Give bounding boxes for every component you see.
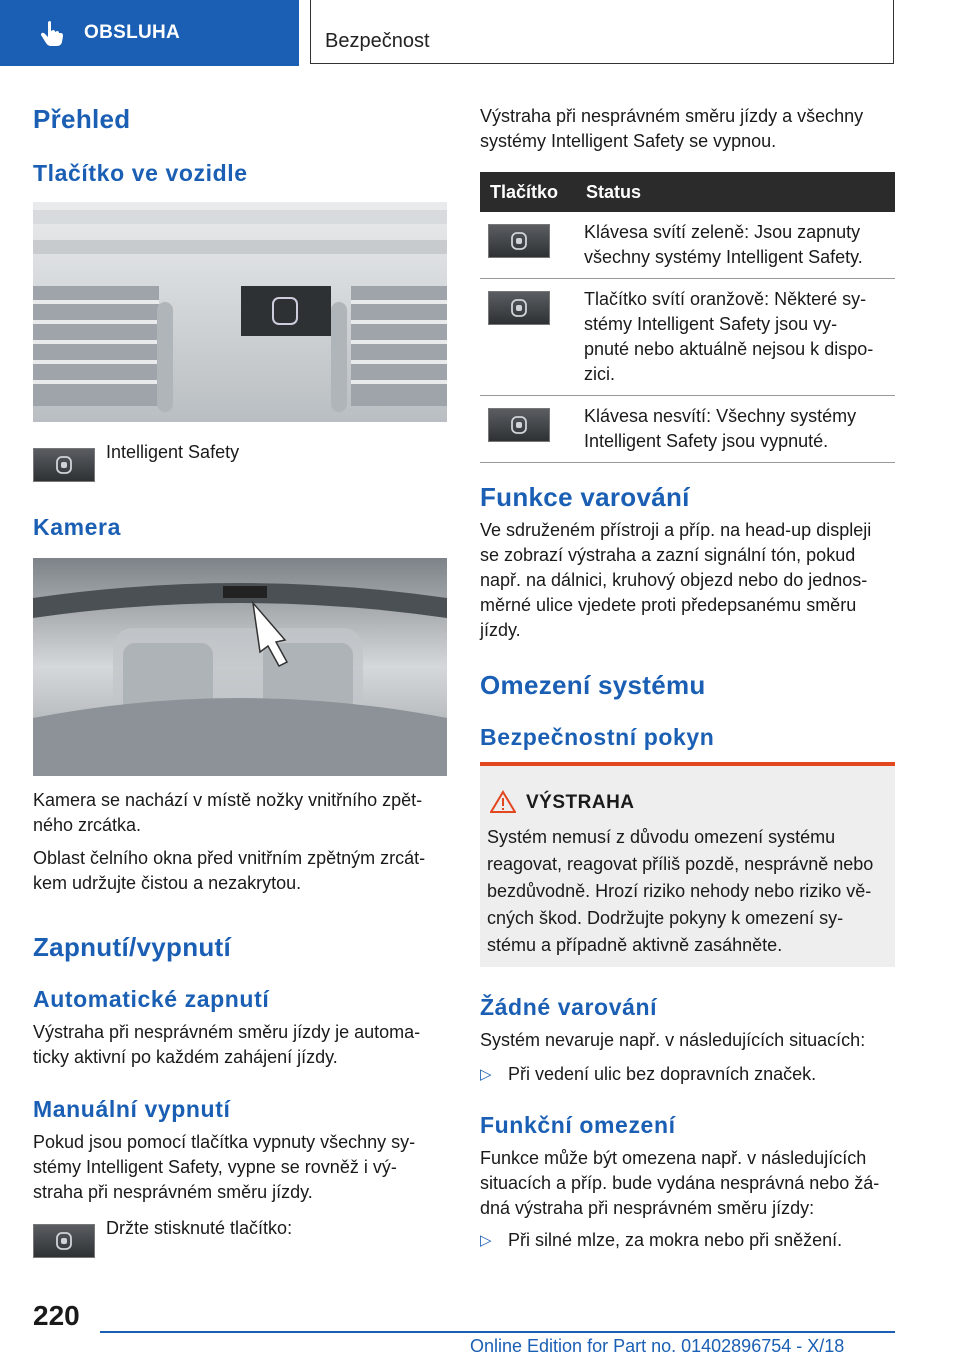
car-shield-icon <box>54 1231 74 1251</box>
manual-paragraph: Pokud jsou pomocí tlačítka vypnuty všechny sy- stémy Intelligent Safety, vypne se rovněž i vý- straha při nesprávném směru jízdy. <box>33 1132 416 1202</box>
heading-prehled: Přehled <box>33 104 131 134</box>
button-off-image <box>488 408 550 442</box>
warning-triangle-icon <box>490 790 516 814</box>
funkce-paragraph: Ve sdruženém přístroji a příp. na head-up displeji se zobrazí výstraha a zazní signální tón, pokud např. na dálnici, kruhový objezd nebo do jednos- měrné ulice vjedete proti předepsanému směru jízdy. <box>480 520 872 640</box>
heading-omezeni: Omezení systému <box>480 670 706 700</box>
section-tab[interactable] <box>0 0 299 66</box>
button-green-image <box>488 224 550 258</box>
auto-paragraph: Výstraha při nesprávném směru jízdy je automa- ticky aktivní po každém zahájení jízdy. <box>33 1022 421 1067</box>
heading-zadne: Žádné varování <box>480 994 658 1020</box>
footer-divider <box>100 1331 895 1333</box>
bullet-marker-icon: ▷ <box>480 1232 492 1249</box>
kamera-paragraph-2: Oblast čelního okna před vnitřním zpětným zrcát- kem udržujte čistou a nezakrytou. <box>33 848 426 893</box>
table-row <box>480 212 895 279</box>
page-number: 220 <box>33 1300 80 1331</box>
status-cell: Tlačítko svítí oranžově: Některé sy- stémy Intelligent Safety jsou vy- pnuté nebo aktuálně nejsou k dispo- zici. <box>576 279 895 396</box>
car-shield-icon <box>54 455 74 475</box>
kamera-paragraph-1: Kamera se nachází v místě nožky vnitřního zpět- ného zrcátka. <box>33 790 423 835</box>
warning-box <box>480 762 895 967</box>
warning-text: Systém nemusí z důvodu omezení systému reagovat, reagovat příliš pozdě, nesprávně nebo bezdůvodně. Hrozí riziko nehody nebo riziko vě- cných škod. Dodržujte pokyny k omezení sy- stému a případně aktivně zasáhněte. <box>487 827 874 955</box>
list-item-text: Při silné mlze, za mokra nebo při sněžení. <box>508 1230 843 1250</box>
status-cell: Klávesa svítí zeleně: Jsou zapnuty všechny systémy Intelligent Safety. <box>576 212 895 279</box>
list-item-text: Při vedení ulic bez dopravních značek. <box>508 1064 817 1084</box>
heading-kamera: Kamera <box>33 514 121 540</box>
status-cell: Klávesa nesvítí: Všechny systémy Intelligent Safety jsou vypnuté. <box>576 396 895 463</box>
hand-pointer-icon <box>40 20 64 46</box>
heading-funkcni: Funkční omezení <box>480 1112 676 1138</box>
heading-funkce: Funkce varování <box>480 482 690 512</box>
footer-edition: Online Edition for Part no. 01402896754 - X/18 <box>470 1336 845 1356</box>
dashboard-button-photo <box>33 202 447 422</box>
warning-title: VÝSTRAHA <box>526 792 635 813</box>
table-row <box>480 279 895 396</box>
heading-zapnuti: Zapnutí/vypnutí <box>33 932 232 962</box>
hold-caption: Držte stisknuté tlačítko: <box>106 1218 293 1238</box>
table-row <box>480 396 895 463</box>
heading-tlacitko: Tlačítko ve vozidle <box>33 160 248 186</box>
car-shield-icon <box>509 231 529 251</box>
status-table <box>480 172 895 463</box>
heading-automaticke: Automatické zapnutí <box>33 986 270 1012</box>
section-label: OBSLUHA <box>84 22 181 43</box>
chapter-title: Bezpečnost <box>325 30 430 52</box>
button-caption: Intelligent Safety <box>106 442 240 462</box>
car-shield-icon <box>509 298 529 318</box>
car-shield-icon <box>509 415 529 435</box>
zadne-paragraph: Systém nevaruje např. v následujících situacích: <box>480 1030 866 1050</box>
bullet-marker-icon: ▷ <box>480 1066 492 1083</box>
funkcni-paragraph: Funkce může být omezena např. v následujících situacích a příp. bude vydána nesprávná nebo žá- dná výstraha při nesprávném směru jízdy: <box>480 1148 880 1218</box>
table-header-button: Tlačítko <box>480 172 576 212</box>
hold-button-image <box>33 1224 95 1258</box>
camera-location-photo <box>33 558 447 776</box>
intelligent-safety-button-image <box>33 448 95 482</box>
chapter-title-box <box>310 0 894 64</box>
table-header-status: Status <box>576 172 895 212</box>
heading-pokyn: Bezpečnostní pokyn <box>480 724 715 750</box>
intro-paragraph: Výstraha při nesprávném směru jízdy a všechny systémy Intelligent Safety se vypnou. <box>480 106 864 151</box>
heading-manualni: Manuální vypnutí <box>33 1096 231 1122</box>
button-orange-image <box>488 291 550 325</box>
